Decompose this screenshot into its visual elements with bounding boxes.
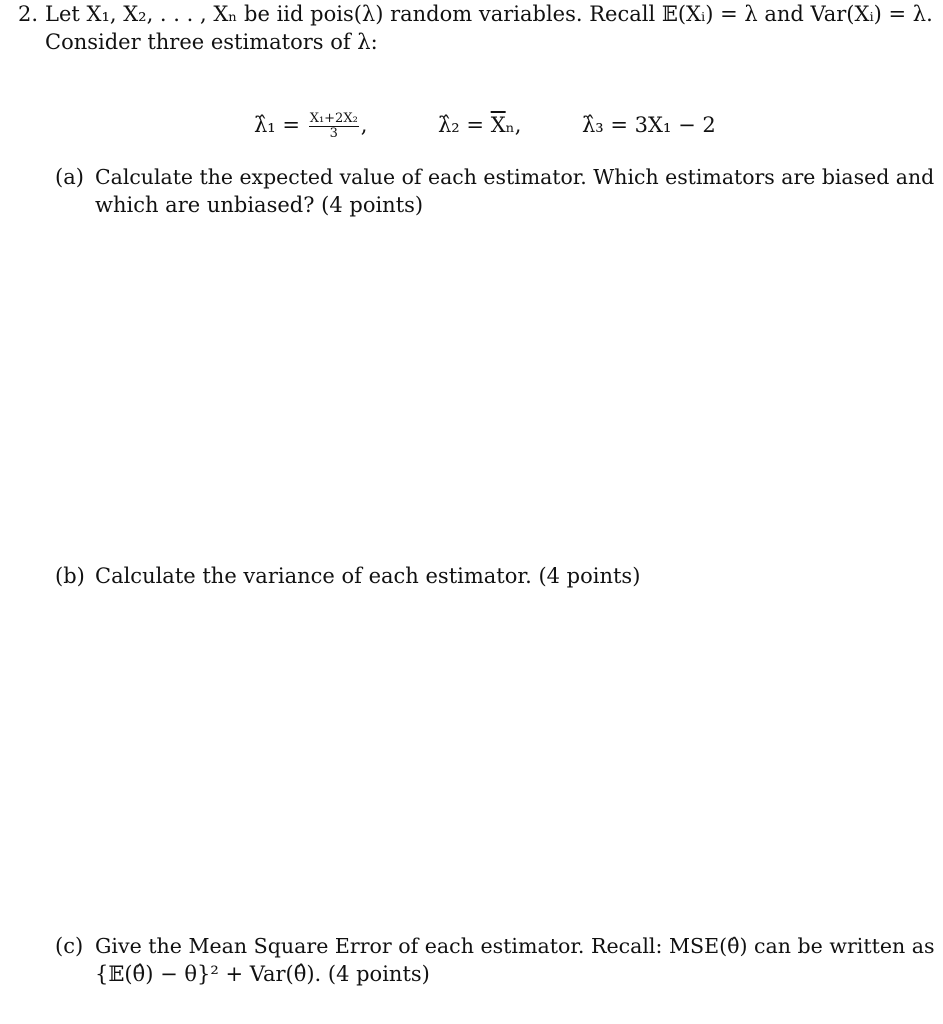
problem-number: 2.: [18, 2, 39, 26]
estimator-1-comma: ,: [360, 113, 368, 137]
estimator-1-lhs: λ̂₁ =: [254, 113, 300, 137]
part-c-label: (c): [55, 934, 84, 958]
problem-statement-line-2: Consider three estimators of λ:: [45, 30, 378, 54]
part-b-line-1: Calculate the variance of each estimator. (4 points): [95, 564, 641, 588]
part-c-line-2: {𝔼(θ̂) − θ}² + Var(θ̂). (4 points): [95, 962, 430, 986]
estimator-2-lhs: λ̂₂ =: [438, 113, 484, 137]
estimator-2-sample-mean: $\overline{X}$: [490, 113, 506, 137]
part-b-label: (b): [55, 564, 85, 588]
estimator-3-expression: λ̂₃ = 3X₁ − 2: [582, 113, 716, 137]
problem-statement-line-1: Let X₁, X₂, . . . , Xₙ be iid pois(λ) random variables. Recall 𝔼(Xᵢ) = λ and Var(Xᵢ) = λ.: [45, 2, 933, 26]
estimator-2-subscript: ₙ,: [505, 113, 522, 137]
part-c-line-1: Give the Mean Square Error of each estimator. Recall: MSE(θ̂) can be written as: [95, 934, 935, 958]
estimator-1-fraction: [309, 112, 359, 141]
estimator-1-numerator: X₁+2X₂: [309, 111, 358, 126]
part-a-line-1: Calculate the expected value of each estimator. Which estimators are biased and: [95, 165, 935, 189]
estimator-3: [582, 111, 716, 139]
estimator-1-denominator: 3: [329, 126, 338, 141]
estimator-2: [438, 111, 521, 139]
part-a-line-2: which are unbiased? (4 points): [95, 193, 424, 217]
estimator-1: [254, 111, 367, 141]
part-a-label: (a): [55, 165, 84, 189]
